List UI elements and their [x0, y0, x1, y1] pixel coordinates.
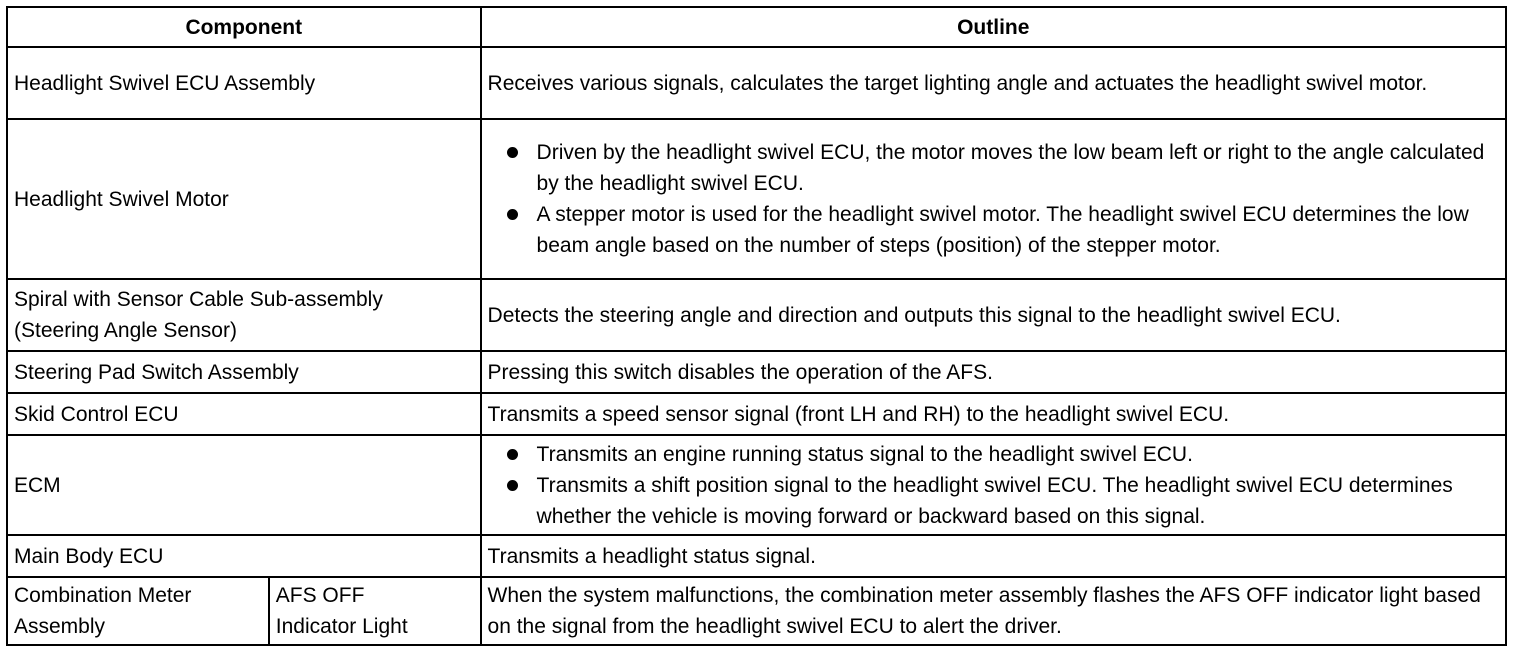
component-cell	[7, 577, 269, 645]
header-component: Component	[7, 7, 481, 47]
table-row	[7, 279, 1506, 351]
outline-cell: Receives various signals, calculates the target lighting angle and actuates the headlight swivel motor.	[481, 47, 1506, 119]
table-row	[7, 119, 1506, 279]
component-outline-table	[6, 6, 1507, 646]
bullet-item	[488, 137, 1499, 199]
bullet-list	[488, 137, 1499, 261]
outline-cell: Transmits a speed sensor signal (front LH and RH) to the headlight swivel ECU.	[481, 393, 1506, 435]
table-row	[7, 47, 1506, 119]
bullet-item	[488, 470, 1499, 532]
header-outline: Outline	[481, 7, 1506, 47]
bullet-text: Transmits a shift position signal to the headlight swivel ECU. The headlight swivel ECU determines whether the vehicle is moving forward or backward based on this signal.	[536, 473, 1453, 528]
bullet-text: A stepper motor is used for the headlight swivel motor. The headlight swivel ECU determines the low beam angle based on the number of steps (position) of the stepper motor.	[536, 203, 1469, 257]
outline-cell: Detects the steering angle and direction and outputs this signal to the headlight swivel ECU.	[481, 279, 1506, 351]
table-header-row	[7, 7, 1506, 47]
sub-component-line: Indicator Light	[275, 615, 408, 638]
bullet-item	[488, 439, 1499, 470]
bullet-dot-icon	[507, 147, 518, 158]
table-row	[7, 351, 1506, 393]
bullet-text: Transmits an engine running status signal to the headlight swivel ECU.	[536, 442, 1193, 466]
outline-cell	[481, 435, 1506, 535]
bullet-dot-icon	[507, 480, 518, 491]
component-cell	[7, 279, 481, 351]
outline-cell: Transmits a headlight status signal.	[481, 535, 1506, 577]
component-cell: Steering Pad Switch Assembly	[7, 351, 481, 393]
table-row	[7, 393, 1506, 435]
outline-cell: Pressing this switch disables the operation of the AFS.	[481, 351, 1506, 393]
component-cell: ECM	[7, 435, 481, 535]
bullet-item	[488, 199, 1499, 261]
component-line: Combination Meter	[14, 584, 192, 607]
component-line: (Steering Angle Sensor)	[14, 319, 237, 342]
component-table-wrapper	[6, 6, 1507, 646]
outline-cell	[481, 119, 1506, 279]
component-cell: Skid Control ECU	[7, 393, 481, 435]
component-line: Assembly	[14, 615, 106, 638]
table-row	[7, 577, 1506, 645]
bullet-list	[488, 439, 1499, 532]
bullet-dot-icon	[507, 209, 518, 220]
bullet-text: Driven by the headlight swivel ECU, the motor moves the low beam left or right to the angle calculated by the headlight swivel ECU.	[536, 141, 1485, 195]
sub-component-cell	[269, 577, 481, 645]
table-row	[7, 535, 1506, 577]
component-cell: Headlight Swivel Motor	[7, 119, 481, 279]
bullet-dot-icon	[507, 449, 518, 460]
table-row	[7, 435, 1506, 535]
component-cell: Headlight Swivel ECU Assembly	[7, 47, 481, 119]
component-line: Spiral with Sensor Cable Sub-assembly	[14, 288, 383, 311]
outline-cell: When the system malfunctions, the combination meter assembly flashes the AFS OFF indicator light based on the signal from the headlight swivel ECU to alert the driver.	[481, 577, 1506, 645]
sub-component-line: AFS OFF	[275, 584, 365, 607]
component-cell: Main Body ECU	[7, 535, 481, 577]
